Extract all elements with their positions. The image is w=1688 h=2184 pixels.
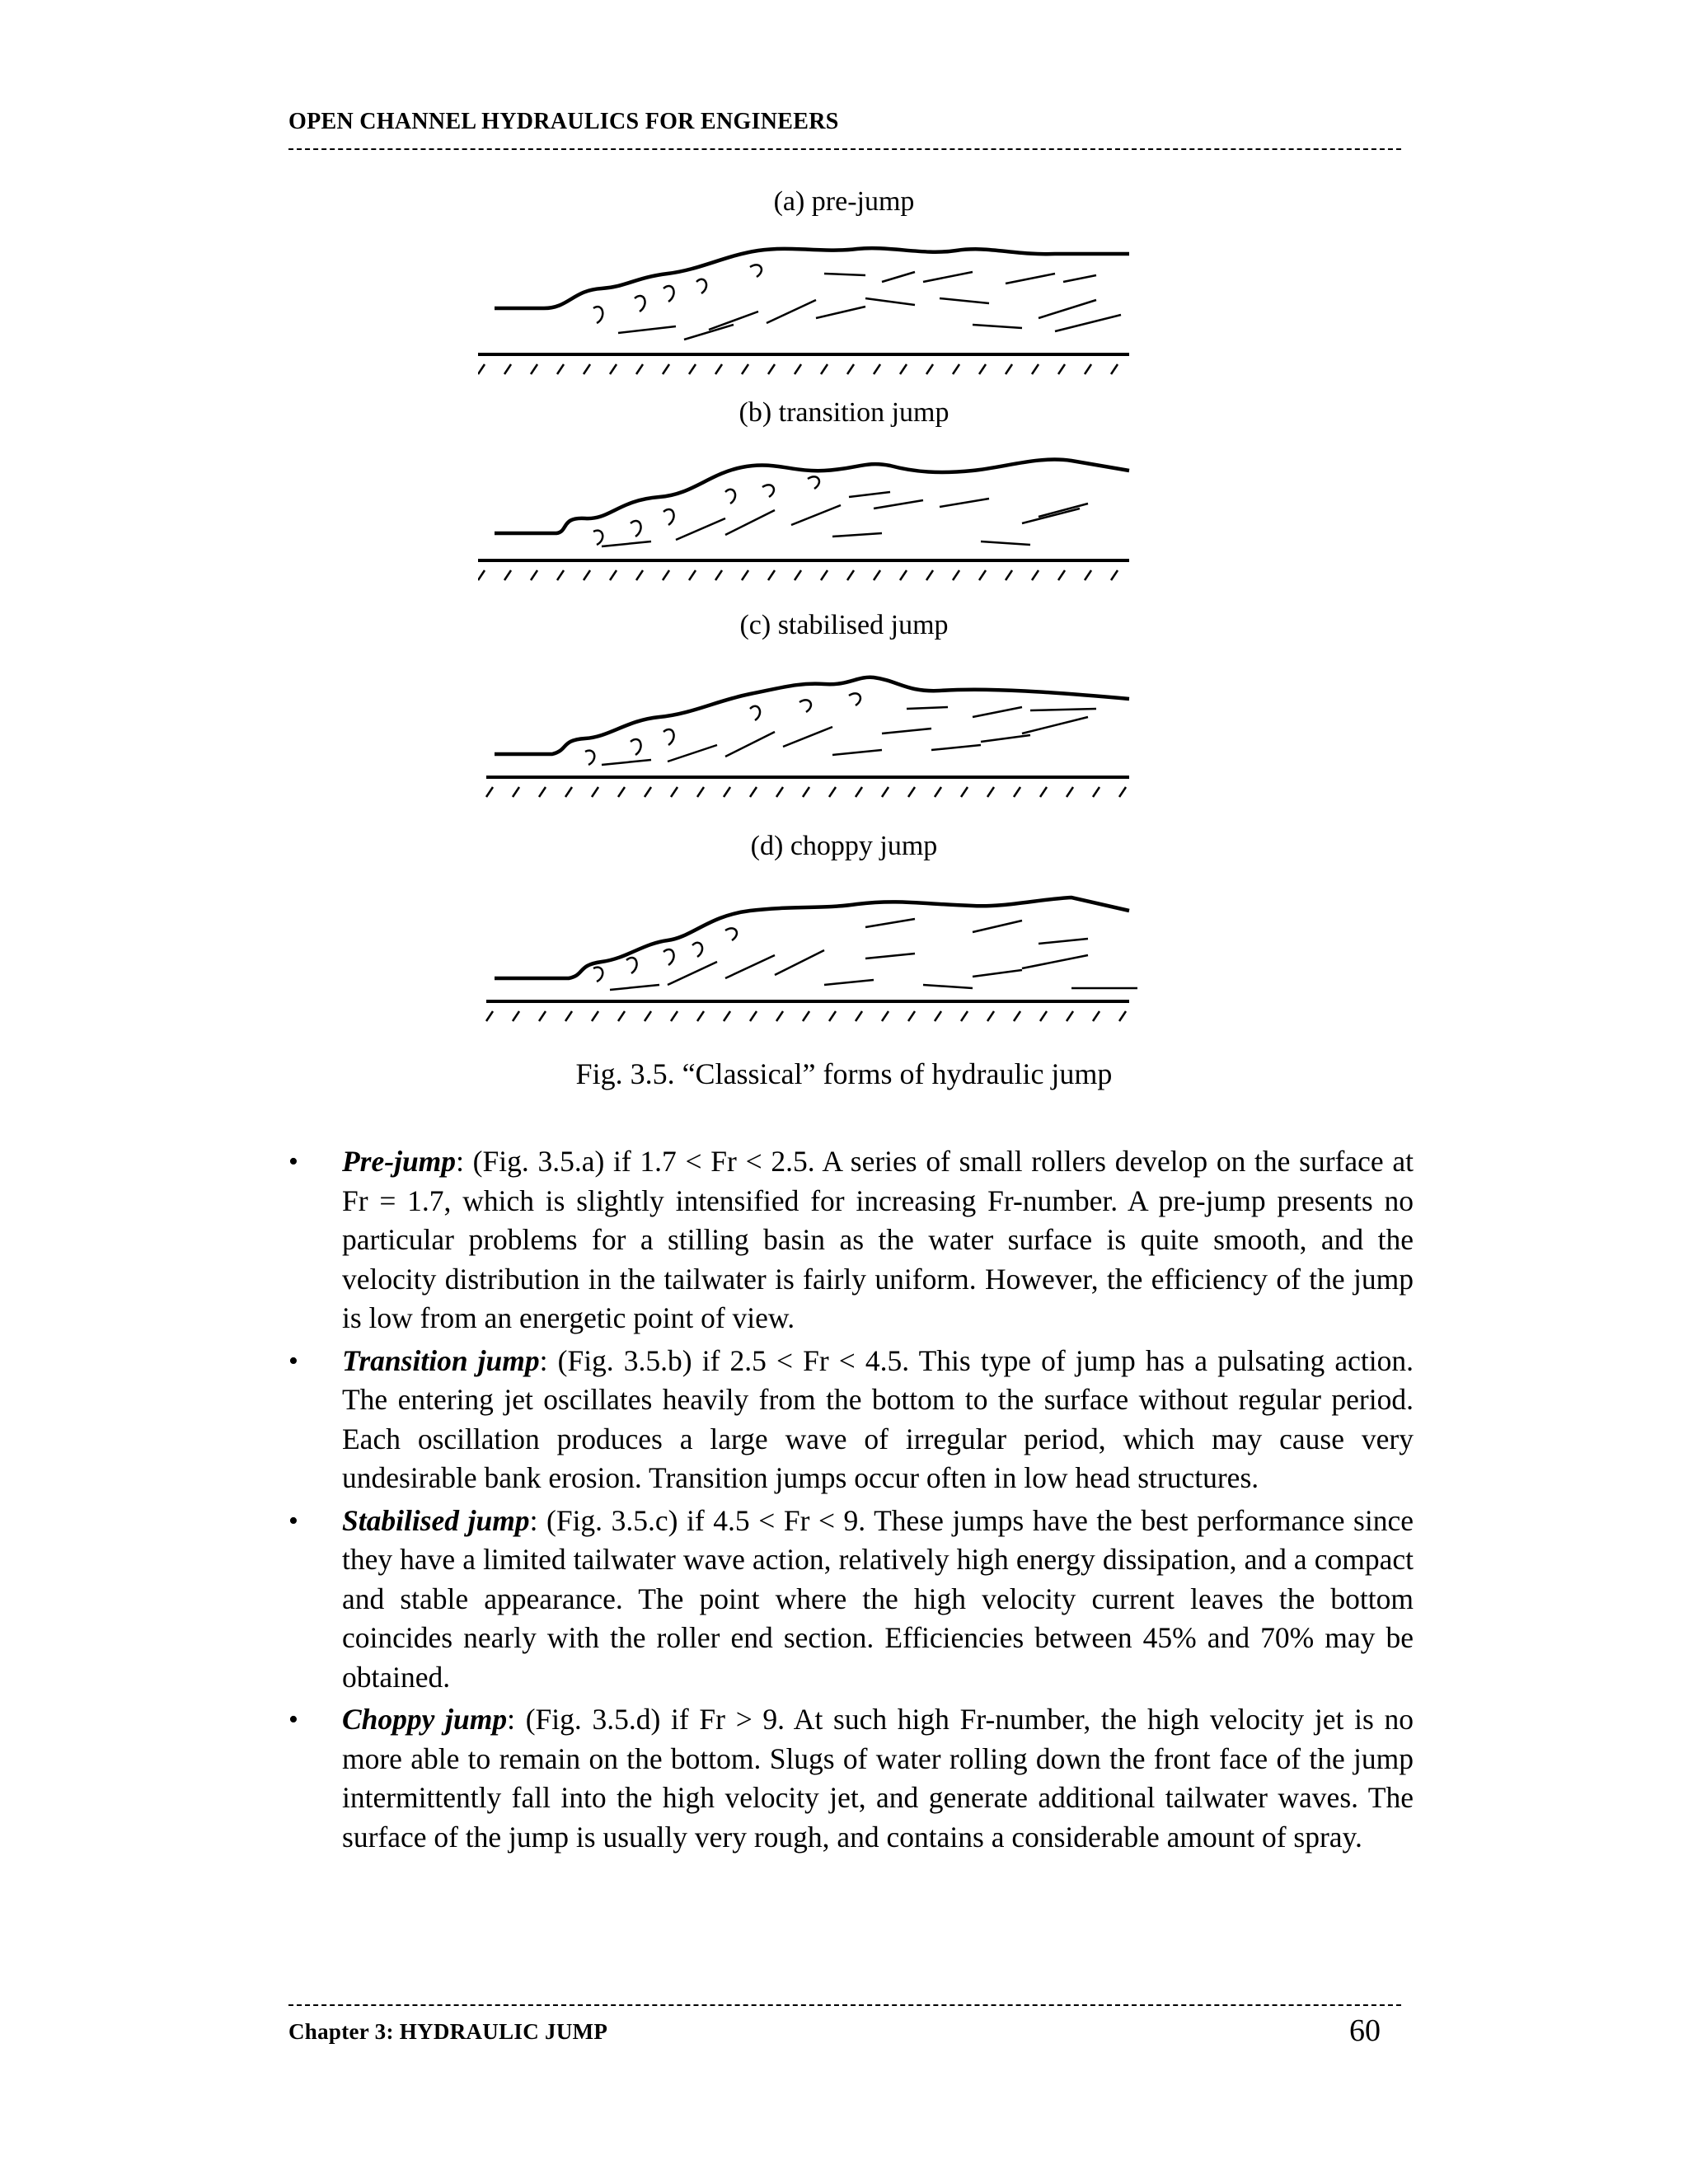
running-header: OPEN CHANNEL HYDRAULICS FOR ENGINEERS xyxy=(288,109,839,134)
panel-b-label: (b) transition jump xyxy=(738,397,950,428)
jump-type-list xyxy=(288,1142,1414,1860)
header-rule xyxy=(288,148,1401,150)
list-item: • Choppy jump: (Fig. 3.5.d) if Fr > 9. At such high Fr-number, the high velocity jet is no more able to remain on the bottom. Slugs of water rolling down the front face of the jump intermittently fall into the high velocity jet, and generate additional tailwater waves. The surface of the jump is usually very rough, and contains a considerable amount of spray. xyxy=(288,1703,1414,1854)
stabilised-jump-diagram xyxy=(478,659,1162,824)
pre-jump-diagram xyxy=(478,232,1162,397)
figure-caption: Fig. 3.5. “Classical” forms of hydraulic jump xyxy=(575,1057,1113,1090)
list-item: • Transition jump: (Fig. 3.5.b) if 2.5 < Fr < 4.5. This type of jump has a pulsating action. The entering jet oscillates heavily from the bottom to the surface without regular period. Each oscillation produces a large wave of irregular period, which may cause very undesirable bank erosion. Transition jumps occur often in low head structures. xyxy=(288,1343,1414,1494)
panel-d-label: (d) choppy jump xyxy=(750,831,938,861)
list-item: • Pre-jump: (Fig. 3.5.a) if 1.7 < Fr < 2.5. A series of small rollers develop on the surface at Fr = 1.7, which is slightly intensified for increasing Fr-number. A pre-jump presents no particular problems for a stilling basin as the water surface is quite smooth, and the velocity distribution in the tailwater is fairly uniform. However, the efficiency of the jump is low from an energetic point of view. xyxy=(288,1145,1414,1334)
panel-a-label: (a) pre-jump xyxy=(773,186,915,217)
footer-rule xyxy=(288,2004,1401,2006)
page-number: 60 xyxy=(1349,2013,1381,2048)
transition-jump-diagram xyxy=(478,449,1162,614)
panel-c-label: (c) stabilised jump xyxy=(739,610,949,640)
footer-chapter: Chapter 3: HYDRAULIC JUMP xyxy=(288,2019,608,2044)
choppy-jump-diagram xyxy=(478,886,1162,1051)
list-item: • Stabilised jump: (Fig. 3.5.c) if 4.5 < Fr < 9. These jumps have the best performance since they have a limited tailwater wave action, relatively high energy dissipation, and a compact and stable appearance. The point where the high velocity current leaves the bottom coincides nearly with the roller end section. Efficiencies between 45% and 70% may be obtained. xyxy=(288,1503,1414,1694)
